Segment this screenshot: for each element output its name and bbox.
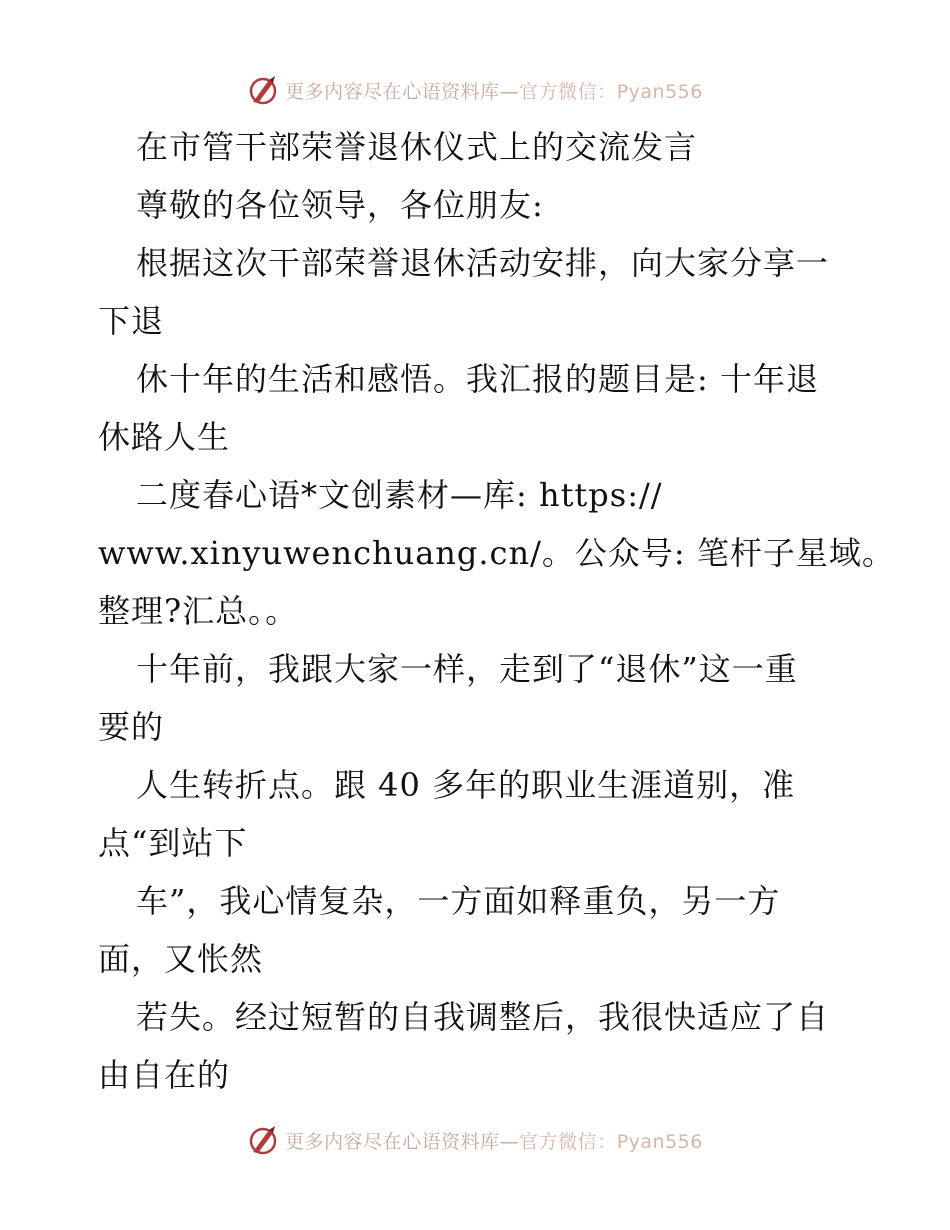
text-line: 由自在的 — [98, 1056, 231, 1094]
text-line: 人生转折点。跟 40 多年的职业生涯道别，准 — [136, 766, 796, 804]
text-line: 尊敬的各位领导，各位朋友: — [136, 186, 544, 224]
text-line: 面，又怅然 — [98, 940, 264, 978]
text-line: 车”，我心情复杂，一方面如释重负，另一方 — [136, 882, 781, 920]
watermark-text: 更多内容尽在心语资料库—官方微信：Pyan556 — [285, 80, 703, 103]
watermark-text: 更多内容尽在心语资料库—官方微信：Pyan556 — [285, 1130, 703, 1153]
text-line: 根据这次干部荣誉退休活动安排，向大家分享一 — [136, 244, 830, 282]
text-line: 休十年的生活和感悟。我汇报的题目是: 十年退 — [136, 360, 819, 398]
text-line: 下退 — [98, 302, 165, 340]
text-line: 点“到站下 — [98, 824, 248, 862]
text-line: 在市管干部荣誉退休仪式上的交流发言 — [136, 128, 698, 166]
header-watermark — [0, 70, 950, 110]
text-line: 十年前，我跟大家一样，走到了“退休”这一重 — [136, 650, 798, 688]
text-line: 二度春心语*文创素材—库: https:// — [136, 476, 663, 514]
quill-pen-circle-icon — [247, 74, 279, 106]
text-line: 要的 — [98, 708, 165, 746]
text-line: 休路人生 — [98, 418, 231, 456]
footer-watermark — [0, 1120, 950, 1160]
text-line: www.xinyuwenchuang.cn/。公众号: 笔杆子星域。 — [98, 534, 895, 572]
text-line: 若失。经过短暂的自我调整后，我很快适应了自 — [136, 998, 830, 1036]
text-line: 整理?汇总。。 — [98, 592, 299, 630]
quill-pen-circle-icon — [247, 1124, 279, 1156]
document-body — [98, 118, 895, 1104]
